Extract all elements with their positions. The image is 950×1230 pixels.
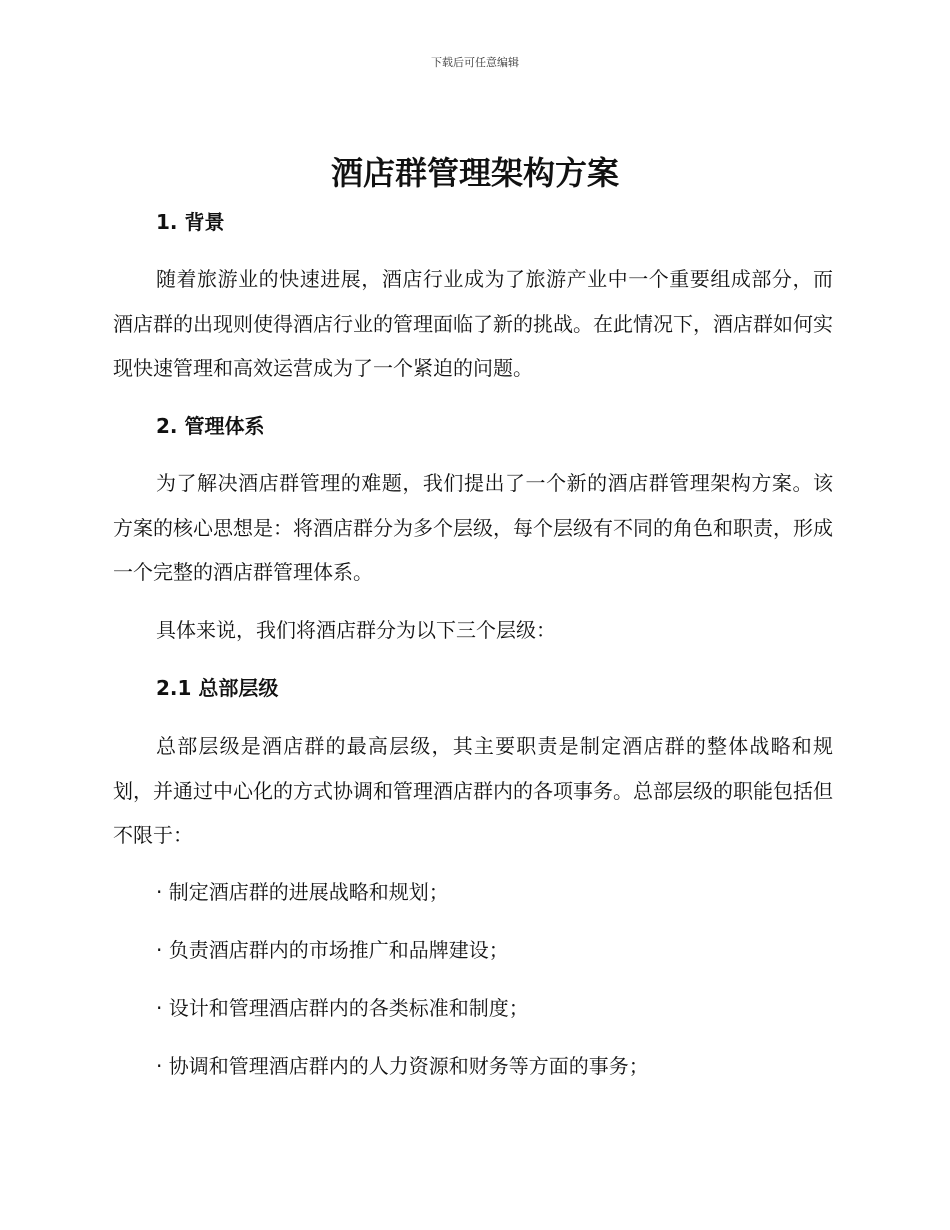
paragraph-background: 随着旅游业的快速进展，酒店行业成为了旅游产业中一个重要组成部分，而酒店群的出现则使得酒店行业的管理面临了新的挑战。在此情况下，酒店群如何实现快速管理和高效运营成为了一个紧迫的问题。 [113, 267, 833, 380]
document-title: 酒店群管理架构方案 [330, 154, 619, 192]
list-item: · 负责酒店群内的市场推广和品牌建设； [156, 938, 509, 962]
paragraph-management-system: 为了解决酒店群管理的难题，我们提出了一个新的酒店群管理架构方案。该方案的核心思想是：将酒店群分为多个层级，每个层级有不同的角色和职责，形成一个完整的酒店群管理体系。 [113, 471, 833, 584]
header-note: 下载后可任意编辑 [431, 56, 519, 69]
paragraph-headquarters: 总部层级是酒店群的最高层级，其主要职责是制定酒店群的整体战略和规划，并通过中心化的方式协调和管理酒店群内的各项事务。总部层级的职能包括但不限于： [113, 734, 833, 847]
list-item: · 制定酒店群的进展战略和规划； [156, 880, 449, 904]
paragraph-three-levels-intro: 具体来说，我们将酒店群分为以下三个层级： [156, 618, 556, 642]
list-item: · 设计和管理酒店群内的各类标准和制度； [156, 996, 529, 1020]
list-item: · 协调和管理酒店群内的人力资源和财务等方面的事务； [156, 1054, 649, 1078]
subsection-heading-headquarters: 2.1 总部层级 [156, 676, 279, 700]
section-heading-management-system: 2. 管理体系 [156, 414, 265, 438]
section-heading-background: 1. 背景 [156, 210, 225, 234]
